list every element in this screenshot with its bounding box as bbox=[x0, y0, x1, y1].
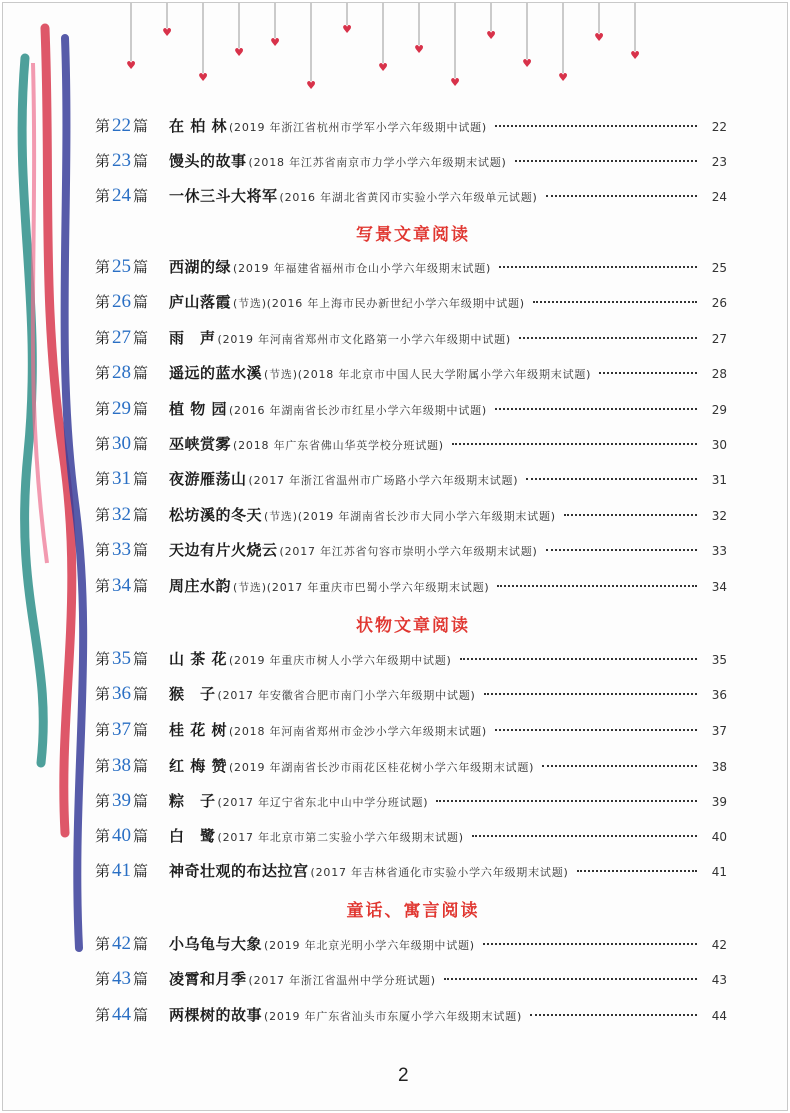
toc-entry[interactable] bbox=[95, 755, 727, 781]
svg-text:♥: ♥ bbox=[558, 71, 568, 84]
entry-number: 第 24 篇 bbox=[95, 185, 149, 206]
toc-entry[interactable] bbox=[95, 150, 727, 176]
entry-page: 37 bbox=[711, 724, 727, 738]
entry-title: 天边有片火烧云 bbox=[169, 541, 278, 559]
section-heading-objects: 状物文章阅读 bbox=[356, 616, 470, 636]
entry-page: 23 bbox=[711, 155, 727, 169]
toc-entry[interactable] bbox=[95, 185, 727, 211]
watercolor-ribbons-decoration bbox=[3, 3, 103, 1003]
entry-page: 27 bbox=[711, 332, 727, 346]
hanging-hearts-decoration bbox=[113, 3, 673, 98]
entry-page: 34 bbox=[711, 580, 727, 594]
entry-number: 第 34 篇 bbox=[95, 575, 149, 596]
svg-text:♥: ♥ bbox=[306, 79, 316, 92]
toc-entry[interactable] bbox=[95, 256, 727, 282]
section-heading-fables: 童话、寓言阅读 bbox=[346, 901, 480, 921]
leader-dots bbox=[577, 870, 697, 872]
entry-number: 第 39 篇 bbox=[95, 790, 149, 811]
toc-entry[interactable] bbox=[95, 1004, 727, 1030]
entry-page: 29 bbox=[711, 403, 727, 417]
entry-number: 第 31 篇 bbox=[95, 468, 149, 489]
entry-title: 在 柏 林 bbox=[169, 117, 227, 135]
entry-page: 22 bbox=[711, 120, 727, 134]
entry-title: 两棵树的故事 bbox=[169, 1006, 263, 1024]
svg-text:♥: ♥ bbox=[198, 71, 208, 84]
entry-title: 一休三斗大将军 bbox=[169, 187, 278, 205]
entry-title: 夜游雁荡山 bbox=[169, 470, 247, 488]
entry-number: 第 23 篇 bbox=[95, 150, 149, 171]
entry-source: (2019 年北京光明小学六年级期中试题) bbox=[264, 939, 475, 952]
leader-dots bbox=[495, 408, 697, 410]
toc-entry[interactable] bbox=[95, 933, 727, 959]
entry-source: (节选)(2016 年上海市民办新世纪小学六年级期中试题) bbox=[233, 297, 525, 310]
entry-number: 第 42 篇 bbox=[95, 933, 149, 954]
entry-page: 38 bbox=[711, 760, 727, 774]
svg-text:♥: ♥ bbox=[450, 76, 460, 89]
entry-title: 周庄水韵 bbox=[169, 577, 232, 595]
toc-entry[interactable] bbox=[95, 327, 727, 353]
entry-source: (2017 年北京市第二实验小学六年级期末试题) bbox=[217, 831, 464, 844]
svg-text:♥: ♥ bbox=[162, 26, 172, 39]
entry-number: 第 33 篇 bbox=[95, 539, 149, 560]
leader-dots bbox=[444, 978, 697, 980]
entry-page: 44 bbox=[711, 1009, 727, 1023]
entry-source: (节选)(2019 年湖南省长沙市大同小学六年级期末试题) bbox=[264, 510, 556, 523]
leader-dots bbox=[546, 195, 697, 197]
entry-title: 桂 花 树 bbox=[169, 721, 227, 739]
entry-title: 馒头的故事 bbox=[169, 152, 247, 170]
entry-title: 松坊溪的冬天 bbox=[169, 506, 263, 524]
entry-source: (2017 年安徽省合肥市南门小学六年级期中试题) bbox=[217, 689, 476, 702]
entry-source: (2019 年福建省福州市仓山小学六年级期末试题) bbox=[233, 262, 492, 275]
entry-source: (2018 年江苏省南京市力学小学六年级期末试题) bbox=[248, 156, 507, 169]
leader-dots bbox=[436, 800, 697, 802]
toc-entry[interactable] bbox=[95, 968, 727, 994]
toc-entry[interactable] bbox=[95, 790, 727, 816]
entry-page: 28 bbox=[711, 367, 727, 381]
entry-page: 41 bbox=[711, 865, 727, 879]
entry-page: 40 bbox=[711, 830, 727, 844]
entry-title: 巫峡赏雾 bbox=[169, 435, 232, 453]
leader-dots bbox=[484, 693, 697, 695]
leader-dots bbox=[495, 729, 697, 731]
entry-title: 遥远的蓝水溪 bbox=[169, 364, 263, 382]
entry-page: 36 bbox=[711, 688, 727, 702]
entry-number: 第 26 篇 bbox=[95, 291, 149, 312]
svg-text:♥: ♥ bbox=[414, 43, 424, 56]
svg-text:♥: ♥ bbox=[594, 31, 604, 44]
toc-entry[interactable] bbox=[95, 433, 727, 459]
entry-source: (节选)(2018 年北京市中国人民大学附属小学六年级期末试题) bbox=[264, 368, 592, 381]
svg-text:♥: ♥ bbox=[234, 46, 244, 59]
entry-source: (2019 年浙江省杭州市学军小学六年级期中试题) bbox=[228, 121, 488, 134]
entry-number: 第 43 篇 bbox=[95, 968, 149, 989]
entry-page: 26 bbox=[711, 296, 727, 310]
toc-entry[interactable] bbox=[95, 398, 727, 424]
svg-text:♥: ♥ bbox=[342, 23, 352, 36]
leader-dots bbox=[599, 372, 697, 374]
leader-dots bbox=[515, 160, 697, 162]
entry-page: 31 bbox=[711, 473, 727, 487]
entry-source: (节选)(2017 年重庆市巴蜀小学六年级期末试题) bbox=[233, 581, 490, 594]
entry-source: (2019 年湖南省长沙市雨花区桂花树小学六年级期末试题) bbox=[228, 761, 535, 774]
leader-dots bbox=[564, 514, 697, 516]
entry-title: 小乌龟与大象 bbox=[169, 935, 263, 953]
entry-source: (2017 年江苏省句容市崇明小学六年级期末试题) bbox=[279, 545, 538, 558]
entry-page: 33 bbox=[711, 544, 727, 558]
entry-title: 神奇壮观的布达拉宫 bbox=[169, 862, 309, 880]
entry-page: 42 bbox=[711, 938, 727, 952]
leader-dots bbox=[542, 765, 697, 767]
entry-number: 第 27 篇 bbox=[95, 327, 149, 348]
entry-title: 白 鹭 bbox=[169, 827, 216, 845]
toc-entry[interactable] bbox=[95, 719, 727, 745]
entry-source: (2017 年浙江省温州中学分班试题) bbox=[248, 974, 436, 987]
entry-title: 山 茶 花 bbox=[169, 650, 227, 668]
entry-title: 红 梅 赞 bbox=[169, 757, 227, 775]
leader-dots bbox=[530, 1014, 697, 1016]
entry-source: (2018 年河南省郑州市金沙小学六年级期末试题) bbox=[228, 725, 488, 738]
entry-source: (2019 年重庆市树人小学六年级期中试题) bbox=[228, 654, 452, 667]
entry-page: 32 bbox=[711, 509, 727, 523]
leader-dots bbox=[526, 478, 697, 480]
leader-dots bbox=[519, 337, 697, 339]
entry-page: 24 bbox=[711, 190, 727, 204]
section-heading-scenery: 写景文章阅读 bbox=[356, 225, 470, 245]
toc-entry[interactable] bbox=[95, 683, 727, 709]
entry-number: 第 32 篇 bbox=[95, 504, 149, 525]
toc-entry[interactable] bbox=[95, 825, 727, 851]
toc-entry[interactable] bbox=[95, 575, 727, 601]
leader-dots bbox=[495, 125, 697, 127]
entry-title: 凌霄和月季 bbox=[169, 970, 247, 988]
entry-source: (2016 年湖南省长沙市红星小学六年级期中试题) bbox=[228, 404, 488, 417]
entry-page: 25 bbox=[711, 261, 727, 275]
entry-page: 43 bbox=[711, 973, 727, 987]
entry-title: 粽 子 bbox=[169, 792, 216, 810]
leader-dots bbox=[460, 658, 697, 660]
leader-dots bbox=[497, 585, 697, 587]
entry-number: 第 30 篇 bbox=[95, 433, 149, 454]
toc-entry[interactable] bbox=[95, 362, 727, 388]
entry-title: 植 物 园 bbox=[169, 400, 227, 418]
toc-entry[interactable] bbox=[95, 468, 727, 494]
entry-title: 西湖的绿 bbox=[169, 258, 232, 276]
entry-source: (2019 年河南省郑州市文化路第一小学六年级期中试题) bbox=[217, 333, 511, 346]
entry-number: 第 44 篇 bbox=[95, 1004, 149, 1025]
entry-number: 第 41 篇 bbox=[95, 860, 149, 881]
entry-source: (2017 年浙江省温州市广场路小学六年级期末试题) bbox=[248, 474, 519, 487]
toc-entry[interactable] bbox=[95, 504, 727, 530]
leader-dots bbox=[533, 301, 697, 303]
entry-title: 庐山落霞 bbox=[169, 293, 232, 311]
toc-entry[interactable] bbox=[95, 860, 727, 886]
svg-text:♥: ♥ bbox=[378, 61, 388, 74]
entry-number: 第 36 篇 bbox=[95, 683, 149, 704]
svg-text:♥: ♥ bbox=[270, 36, 280, 49]
entry-number: 第 38 篇 bbox=[95, 755, 149, 776]
entry-source: (2019 年广东省汕头市东厦小学六年级期末试题) bbox=[264, 1010, 523, 1023]
entry-number: 第 28 篇 bbox=[95, 362, 149, 383]
entry-number: 第 22 篇 bbox=[95, 115, 149, 136]
entry-source: (2017 年吉林省通化市实验小学六年级期末试题) bbox=[310, 866, 569, 879]
entry-page: 30 bbox=[711, 438, 727, 452]
leader-dots bbox=[452, 443, 697, 445]
entry-source: (2017 年辽宁省东北中山中学分班试题) bbox=[217, 796, 429, 809]
svg-text:♥: ♥ bbox=[630, 49, 640, 62]
entry-title: 猴 子 bbox=[169, 685, 216, 703]
toc-entry[interactable] bbox=[95, 291, 727, 317]
entry-page: 39 bbox=[711, 795, 727, 809]
svg-text:♥: ♥ bbox=[522, 57, 532, 70]
svg-text:♥: ♥ bbox=[486, 29, 496, 42]
toc-entry[interactable] bbox=[95, 539, 727, 565]
entry-source: (2018 年广东省佛山华英学校分班试题) bbox=[233, 439, 444, 452]
entry-page: 35 bbox=[711, 653, 727, 667]
entry-number: 第 25 篇 bbox=[95, 256, 149, 277]
entry-number: 第 40 篇 bbox=[95, 825, 149, 846]
entry-source: (2016 年湖北省黄冈市实验小学六年级单元试题) bbox=[279, 191, 538, 204]
leader-dots bbox=[499, 266, 697, 268]
entry-number: 第 35 篇 bbox=[95, 648, 149, 669]
toc-page bbox=[2, 2, 788, 1111]
leader-dots bbox=[472, 835, 697, 837]
entry-number: 第 29 篇 bbox=[95, 398, 149, 419]
toc-entry[interactable] bbox=[95, 648, 727, 674]
page-number: 2 bbox=[398, 1065, 409, 1086]
svg-text:♥: ♥ bbox=[126, 59, 136, 72]
entry-title: 雨 声 bbox=[169, 329, 216, 347]
leader-dots bbox=[483, 943, 697, 945]
leader-dots bbox=[546, 549, 697, 551]
entry-number: 第 37 篇 bbox=[95, 719, 149, 740]
toc-entry[interactable] bbox=[95, 115, 727, 141]
